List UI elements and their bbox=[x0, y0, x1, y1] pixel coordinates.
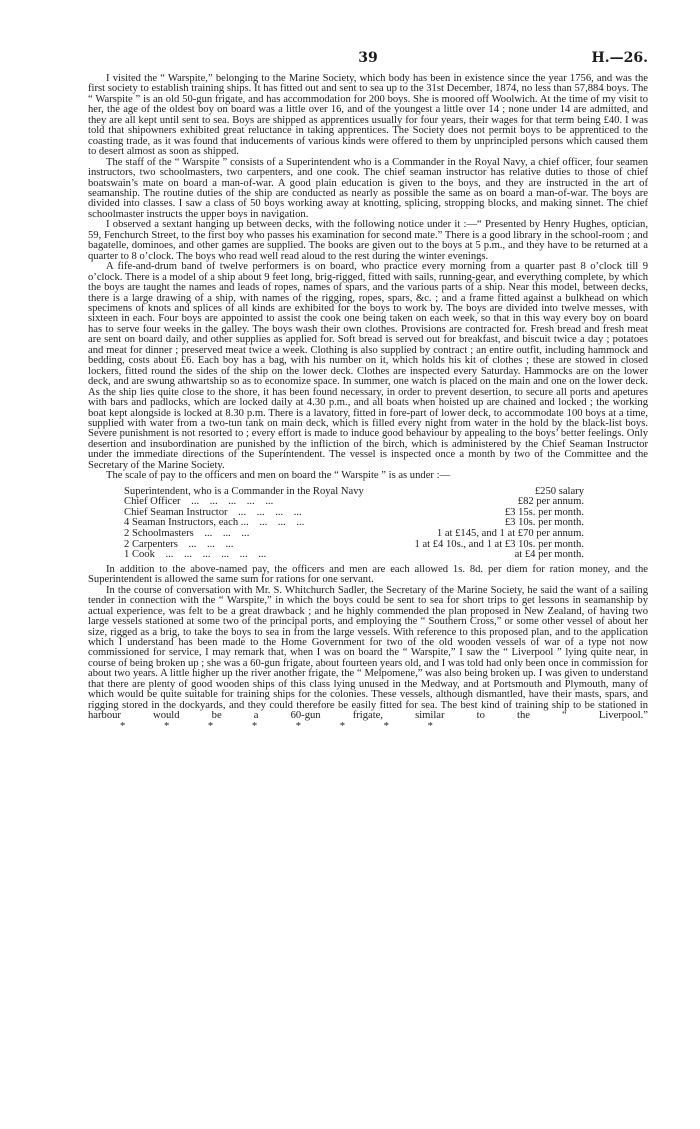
pay-position: Chief Officer ... ... ... ... ... bbox=[124, 496, 274, 508]
pay-position: 2 Schoolmasters ... ... ... bbox=[124, 528, 250, 540]
paragraph-routine: A fife-and-drum band of twelve performers is on board, who practice every morning from a quarter past 8 o’clock till 9 o’clock. There is a model of a ship about 9 feet long, brig-rigged, fitted with sails, running-gear, and everything complete, by which the boys are taught the names and leads of ropes, names of spars, and the various parts of a ship. Near this model, between decks, there is a large drawing of a ship, with names of the rigging, ropes, spars, &c. ; and a frame fitted against a bulkhead on which specimens of knots and splices of all kinds are exhibited for the boys to work by. The boys are divided into twelve messes, with sixteen in each. Four boys are appointed to assist the cook one being taken on each week, so that in this way every boy on board has to serve four weeks in the galley. The boys wash their own clothes. Provisions are contracted for. Fresh bread and fresh meat are sent on board daily, and other supplies as applied for. Soft bread is served out for breakfast, and biscuit twice a day ; potatoes and meat for dinner ; preserved meat twice a week. Clothing is also supplied by contract ; an entire outfit, including hammock and bedding, costs about £6. Each boy has a bag, with his number on it, which holds his kit of clothes ; these are stowed in closed lockers, fitted round the sides of the ship on the lower deck. Clothes are inspected every Saturday. Hammocks are on the lower deck, and are swung athwartship so as to economize space. In summer, one watch is placed on the main and one on the lower deck. As the ship lies quite close to the shore, it has been found necessary, in order to prevent desertion, to secure all ports and apetures with bars and padlocks, which are locked daily at 4.30 p.m., and all boats when hoisted up are chained and locked ; the working boat kept alongside is locked at 8.30 p.m. There is a lavatory, fitted in fore-part of lower deck, to accommodate 100 boys at a time, supplied with water from a two-tun tank on main deck, which is filled every night from water in the hold by the black-list boys. Severe punishment is not resorted to ; every effort is made to induce good behaviour by appealing to the boys’ better feelings. Only desertion and insubordination are punished by the infliction of the birch, which is administered by the Chief Seaman Instructor under the immediate directions of the Superintendent. The vessel is inspected once a month by two of the Committee and the Secretary of the Marine Society. bbox=[88, 261, 648, 471]
pay-position: Chief Seaman Instructor ... ... ... ... bbox=[124, 506, 302, 518]
paragraph-sadler-conversation bbox=[88, 586, 648, 732]
pay-position: 4 Seaman Instructors, each ... ... ... ... bbox=[124, 517, 305, 529]
pay-rate: £82 per annum. bbox=[517, 496, 584, 508]
paragraph-warspite-intro: I visited the “ Warspite,” belonging to the Marine Society, which body has been in existence since the year 1756, and was the first society to establish training ships. It has fitted out and sent to sea up to the 31st December, 1874, no less than 57,884 boys. The “ Warspite ” is an old 50-gun frigate, and has accommodation for 200 boys. She is moored off Woolwich. At the time of my visit to her, the age of the oldest boy on board was a little over 16, and of the youngest a little over 14 ; none under 14 are admitted, and they are all kept until sent to sea. Boys are shipped as apprentices usually for four years, their wages for that term being £40. I was told that shipowners exhibited great reluctance in taking apprentices. The Society does not permit boys to be apprenticed to the coasting trade, as it was found that inducements of various kinds were offered to them by unprincipled persons which caused them to desert almost as soon as shipped. bbox=[88, 73, 648, 158]
pay-rate: £3 10s. per month. bbox=[504, 517, 584, 529]
pay-scale-table bbox=[124, 487, 584, 561]
ellipsis-marks: * * * * * * * * bbox=[120, 720, 451, 732]
table-row bbox=[124, 550, 584, 561]
paragraph-sadler-text: In the course of conversation with Mr. S. Whitchurch Sadler, the Secretary of the Marine Society, he said the want of a sailing tender in connection with the “ Warspite,” in which the boys could be sent to sea for short trips to get lessons in seamanship by actual experience, was felt to be a great drawback ; and he highly commended the plan proposed in New Zealand, of having two large vessels stationed at some two of the principal ports, and employing the “ Southern Cross,” or some other vessel of about her size, rigged as a brig, to take the boys to sea in from the large vessels. With reference to this proposed plan, and to the application which I understand has been made to the Home Government for two of the old wooden vessels of war of a type not now commissioned for service, I may remark that, when I was on board the “ Warspite,” I saw the “ Liverpool ” lying quite near, in course of being broken up ; she was a 60-gun frigate, about fourteen years old, and I was told had only been once in commission for about two years. A little higher up the river another frigate, the “ Melpomene,” was also being broken up. I was given to understand that there are plenty of good wooden ships of this class lying unused in the Medway, and at Portsmouth and Plymouth, many of which would be quite suitable for training ships for the colonies. These vessels, although dismantled, have their masts, spars, and rigging stored in the dockyards, and they could therefore be easily fitted for sea. The best kind of training ship to be stationed in harbour would be a 60-gun frigate, similar to the “ Liverpool.” bbox=[88, 584, 648, 722]
paragraph-staff: The staff of the “ Warspite ” consists of a Superintendent who is a Commander in the Royal Navy, a chief officer, four seamen instructors, two schoolmasters, two carpenters, and one cook. The chief seaman instructor has relative duties to those of chief boatswain’s mate on board a man-of-war. A good plain education is given to the boys, and they are instructed in the art of seamanship. The routine duties of the ship are conducted as nearly as possible the same as on board a man-of-war. The boys are divided into classes. I saw a class of 50 boys working away at knotting, splicing, stropping blocks, and making sinnet. The chief schoolmaster instructs the upper boys in navigation. bbox=[88, 156, 648, 220]
pay-rate: £250 salary bbox=[534, 485, 584, 497]
pay-rate: £3 15s. per month. bbox=[504, 506, 584, 518]
page-number: 39 bbox=[358, 50, 378, 66]
paragraph-ration-money: In addition to the above-named pay, the officers and men are each allowed 1s. 8d. per diem for ration money, and the Superintendent is allowed the same sum for rations for one servant. bbox=[88, 563, 648, 586]
pay-position: 2 Carpenters ... ... ... bbox=[124, 538, 234, 550]
pay-position: 1 Cook ... ... ... ... ... ... bbox=[124, 549, 267, 561]
pay-rate: 1 at £4 10s., and 1 at £3 10s. per month. bbox=[414, 538, 584, 550]
pay-position: Superintendent, who is a Commander in the Royal Navy bbox=[124, 485, 364, 497]
body-text bbox=[88, 74, 648, 732]
paragraph-pay-intro: The scale of pay to the officers and men on board the “ Warspite ” is as under :— bbox=[106, 470, 451, 482]
pay-rate: at £4 per month. bbox=[514, 549, 584, 561]
page-header bbox=[88, 34, 648, 66]
paragraph-sextant-library: I observed a sextant hanging up between decks, with the following notice under it :—“ Presented by Henry Hughes, optician, 59, Fenchurch Street, to the first boy who passes his examination for second mate.” There is a good library in the school-room ; and bagatelle, dominoes, and other games are supplied. The books are given out to the boys at 5 p.m., and they have to be returned at a quarter to 8 o’clock. The boys who read well read aloud to the rest during the winter evenings. bbox=[88, 219, 648, 262]
pay-rate: 1 at £145, and 1 at £70 per annum. bbox=[436, 528, 584, 540]
document-reference: H.—26. bbox=[591, 50, 648, 66]
